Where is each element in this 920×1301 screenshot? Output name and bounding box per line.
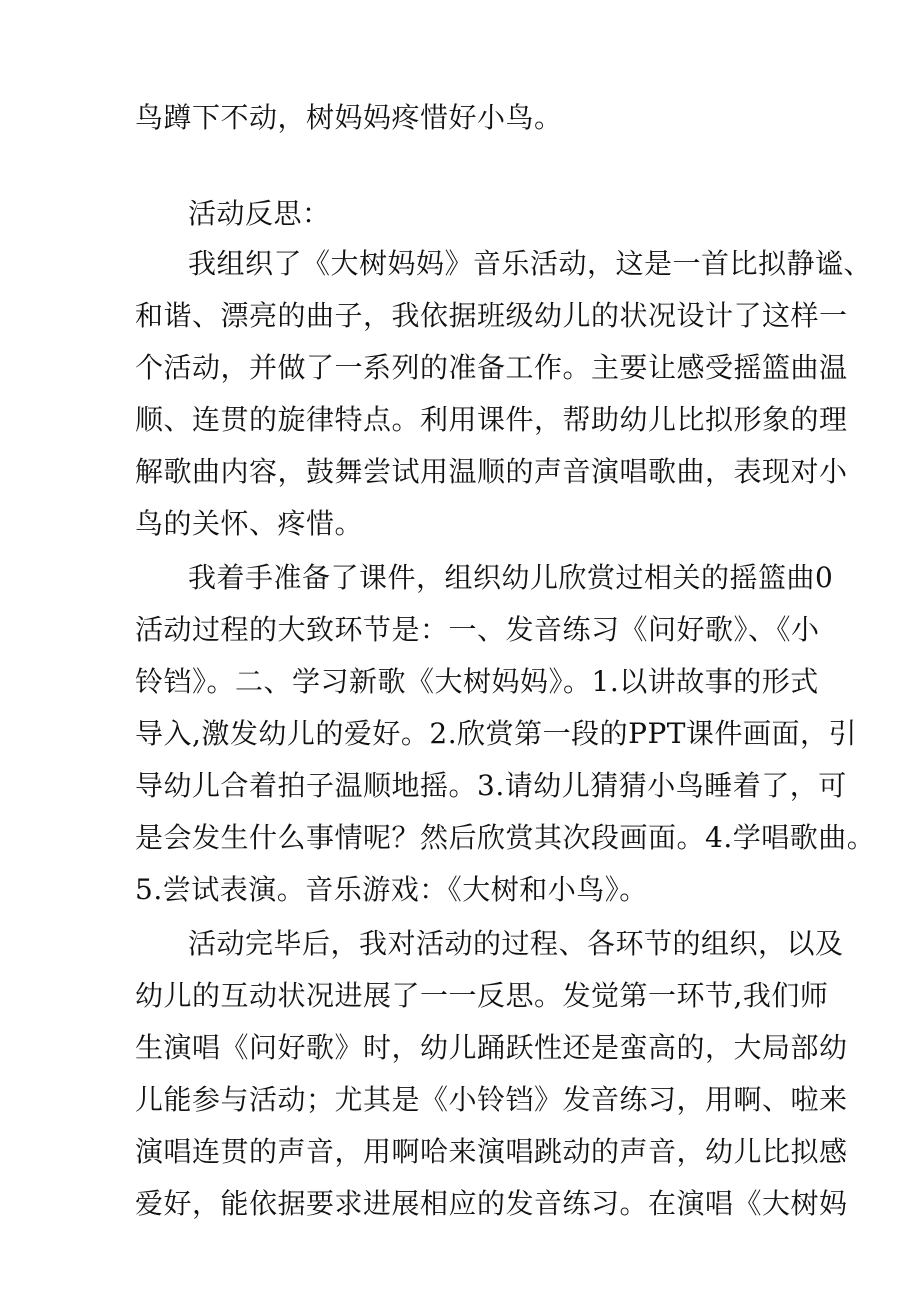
text-line-8: 鸟的关怀、疼惜。 xyxy=(135,507,364,540)
text-line-6: 顺、连贯的旋律特点。利用课件，帮助幼儿比拟形象的理 xyxy=(135,403,848,436)
text-line-12: 导入,激发幼儿的爱好。2.欣赏第一段的PPT课件画面，引 xyxy=(135,717,857,750)
text-line-4: 和谐、漂亮的曲子，我依据班级幼儿的状况设计了这样一 xyxy=(135,299,848,332)
text-line-19: 儿能参与活动；尤其是《小铃铛》发音练习，用啊、啦来 xyxy=(135,1083,848,1116)
text-line-20: 演唱连贯的声音，用啊哈来演唱跳动的声音，幼儿比拟感 xyxy=(135,1135,848,1168)
text-line-13: 导幼儿合着拍子温顺地摇。3.请幼儿猜猜小鸟睡着了，可 xyxy=(135,769,847,802)
text-line-10: 活动过程的大致环节是：一、发音练习《问好歌》、《小 xyxy=(135,613,820,646)
text-line-15: 5.尝试表演。音乐游戏：《大树和小鸟》。 xyxy=(135,873,648,906)
text-line-1: 鸟蹲下不动，树妈妈疼惜好小鸟。 xyxy=(135,101,563,134)
text-line-21: 爱好，能依据要求进展相应的发音练习。在演唱《大树妈 xyxy=(135,1187,848,1220)
text-line-9: 我着手准备了课件，组织幼儿欣赏过相关的摇篮曲0 xyxy=(188,561,834,594)
text-line-7: 解歌曲内容，鼓舞尝试用温顺的声音演唱歌曲，表现对小 xyxy=(135,455,848,488)
text-line-17: 幼儿的互动状况进展了一一反思。发觉第一环节,我们师 xyxy=(135,979,829,1012)
text-line-16: 活动完毕后，我对活动的过程、各环节的组织，以及 xyxy=(188,927,844,960)
text-line-18: 生演唱《问好歌》时，幼儿踊跃性还是蛮高的，大局部幼 xyxy=(135,1031,848,1064)
text-line-5: 个活动，并做了一系列的准备工作。主要让感受摇篮曲温 xyxy=(135,351,848,384)
section-heading-reflection: 活动反思： xyxy=(188,197,331,230)
text-line-14: 是会发生什么事情呢？然后欣赏其次段画面。4.学唱歌曲。 xyxy=(135,821,876,854)
text-line-3: 我组织了《大树妈妈》音乐活动，这是一首比拟静谧、 xyxy=(188,247,873,280)
text-line-11: 铃铛》。二、学习新歌《大树妈妈》。1.以讲故事的形式 xyxy=(135,665,819,698)
